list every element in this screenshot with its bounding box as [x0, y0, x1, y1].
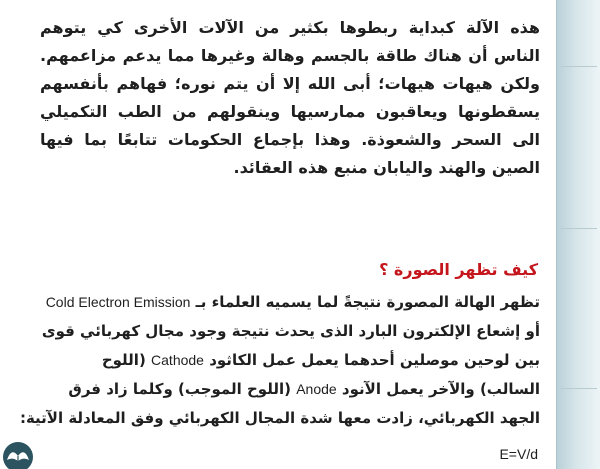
line-3-tail: (اللوح	[101, 351, 146, 369]
sidebar-rule-3	[561, 388, 597, 389]
line-3-text: بين لوحين موصلين أحدهما يعمل عمل الكاثود	[209, 351, 540, 369]
line-4-latin-term: Anode	[296, 381, 337, 397]
equation-line	[468, 440, 538, 469]
line-1-latin-term: Cold Electron Emission	[45, 294, 191, 310]
section-heading: كيف تظهر الصورة ؟	[379, 260, 538, 279]
sidebar-rule-2	[561, 228, 597, 229]
line-2	[40, 317, 540, 345]
book-logo-icon	[0, 437, 38, 469]
line-4	[40, 375, 540, 403]
right-sidebar	[556, 0, 600, 469]
line-4-tail: (اللوح الموجب) وكلما زاد فرق	[68, 380, 291, 398]
line-1	[40, 288, 540, 316]
equation: E=V/d	[499, 446, 538, 462]
line-5-text: الجهد الكهربائي، زادت معها شدة المجال الكهربائي وفق المعادلة الآتية:	[19, 409, 540, 427]
line-3-latin-term: Cathode	[151, 352, 204, 368]
line-3	[40, 346, 540, 374]
line-4-text: السالب) والآخر يعمل الآنود	[341, 380, 540, 398]
paragraph-1: هذه الآلة كبداية ربطوها بكثير من الآلات الأخرى كي يتوهم الناس أن هناك طاقة بالجسم وهالة وغيرها مما يدعم مزاعمهم. ولكن هيهات هيهات؛ أبى الله إلا أن يتم نوره؛ فهاهم بأنفسهم يسقطونها ويعاقبون ممارسيها وينقولهم من الطب التكميلي الى السحر والشعوذة. وهذا بإجماع الحكومات تتابعًا بما فيها الصين والهند واليابان منبع هذه العقائد.	[40, 18, 540, 177]
sidebar-rule-1	[561, 66, 597, 67]
line-5	[19, 404, 540, 432]
line-2-text: أو إشعاع الإلكترون البارد الذى يحدث نتيجة وجود مجال كهربائي قوى	[41, 322, 540, 340]
line-1-text: تظهر الهالة المصورة نتيجةً لما يسميه العلماء بـ	[195, 293, 540, 311]
